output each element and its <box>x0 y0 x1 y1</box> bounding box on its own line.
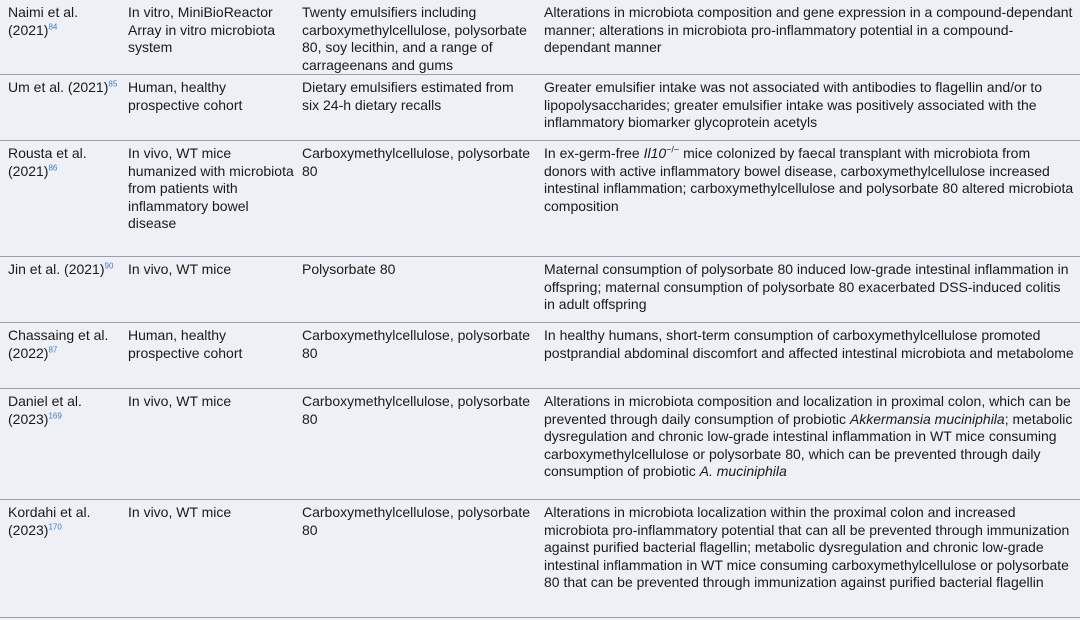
reference-number[interactable]: 170 <box>48 521 62 531</box>
findings-cell: Alterations in microbiota localization within the proximal colon and increased microbiota pro-inflammatory potential that can all be prevented through immunization against purified bacterial flagellin; metabolic dysregulation and chronic low-grade intestinal inflammation in WT mice consuming carboxymethylcellulose or polysorbate 80 that can be prevented through immunization against purified bacterial flagellin <box>544 504 1070 590</box>
study-cell: Kordahi et al. (2023)$^{170}$ <box>8 504 91 538</box>
emulsifier-cell: Carboxymethylcellulose, polysorbate 80 <box>302 504 530 538</box>
model-cell: In vivo, WT mice <box>128 393 232 409</box>
model-cell: In vitro, MiniBioReactor Array in vitro microbiota system <box>128 4 276 55</box>
study-cell: Rousta et al. (2021)$^{86}$ <box>8 145 87 179</box>
species-name: Akkermansia muciniphila <box>849 410 1005 427</box>
table-row <box>0 323 1080 389</box>
reference-number[interactable]: 90 <box>104 261 114 271</box>
emulsifier-cell: Carboxymethylcellulose, polysorbate 80 <box>302 327 530 361</box>
study-cell: Chassaing et al. (2022)$^{87}$ <box>8 327 109 361</box>
emulsifier-cell: Twenty emulsifiers including carboxymethylcellulose, polysorbate 80, soy lecithin, and a range of carrageenans and gums <box>302 4 527 73</box>
gene-name: Il10 <box>643 145 667 161</box>
model-cell: Human, healthy prospective cohort <box>128 79 243 113</box>
emulsifier-cell: Carboxymethylcellulose, polysorbate 80 <box>302 145 530 179</box>
table-row <box>0 0 1080 75</box>
table-row <box>0 389 1080 500</box>
study-cell: Naimi et al. (2021)$^{84}$ <box>8 4 79 38</box>
study-cell: Um et al. (2021)$^{85}$ <box>8 79 118 95</box>
findings-cell: Greater emulsifier intake was not associated with antibodies to flagellin and/or to lipopolysaccharides; greater emulsifier intake was positively associated with the inflammatory biomarker glycoprotein acetyls <box>544 79 1043 130</box>
model-cell: Human, healthy prospective cohort <box>128 327 243 361</box>
study-cell: Daniel et al. (2023)$^{169}$ <box>8 393 82 427</box>
findings-cell: Alterations in microbiota composition and localization in proximal colon, which can be prevented through daily consumption of probiotic Akkermansia muciniphila; metabolic dysregulation and chronic low-grade intestinal inflammation in WT mice consuming carboxymethylcellulose or polysorbate 80, which can be prevented through daily consumption of probiotic A. muciniphila <box>544 393 1073 479</box>
genotype-superscript: −/− <box>666 144 680 155</box>
findings-cell: In ex-germ-free Il10−/− mice colonized by faecal transplant with microbiota from donors with active inflammatory bowel disease, carboxymethylcellulose increased intestinal inflammation; carboxymethylcellulose and polysorbate 80 altered microbiota composition <box>544 144 1074 214</box>
emulsifier-cell: Dietary emulsifiers estimated from six 24-h dietary recalls <box>302 79 514 113</box>
findings-cell: Maternal consumption of polysorbate 80 induced low-grade intestinal inflammation in offspring; maternal consumption of polysorbate 80 exacerbated DSS-induced colitis in adult offspring <box>544 261 1069 312</box>
reference-number[interactable]: 84 <box>48 21 58 31</box>
findings-cell: In healthy humans, short-term consumption of carboxymethylcellulose promoted postprandial abdominal discomfort and affected intestinal microbiota and metabolome <box>544 327 1074 361</box>
reference-number[interactable]: 87 <box>48 344 58 354</box>
table-row <box>0 500 1080 618</box>
reference-number[interactable]: 86 <box>48 162 58 172</box>
table-row <box>0 75 1080 141</box>
emulsifier-cell: Carboxymethylcellulose, polysorbate 80 <box>302 393 530 427</box>
reference-number[interactable]: 85 <box>108 79 118 89</box>
model-cell: In vivo, WT mice <box>128 261 232 277</box>
model-cell: In vivo, WT mice <box>128 504 232 520</box>
table-row <box>0 257 1080 323</box>
findings-cell: Alterations in microbiota composition and gene expression in a compound-dependant manner; alterations in microbiota pro-inflammatory potential in a compound-dependant manner <box>544 4 1073 55</box>
species-name: A. muciniphila <box>699 463 787 479</box>
study-cell: Jin et al. (2021)$^{90}$ <box>8 261 114 277</box>
model-cell: In vivo, WT mice humanized with microbiota from patients with inflammatory bowel disease <box>128 145 294 231</box>
emulsifier-cell: Polysorbate 80 <box>302 261 396 277</box>
table-row <box>0 141 1080 257</box>
reference-number[interactable]: 169 <box>48 410 62 420</box>
